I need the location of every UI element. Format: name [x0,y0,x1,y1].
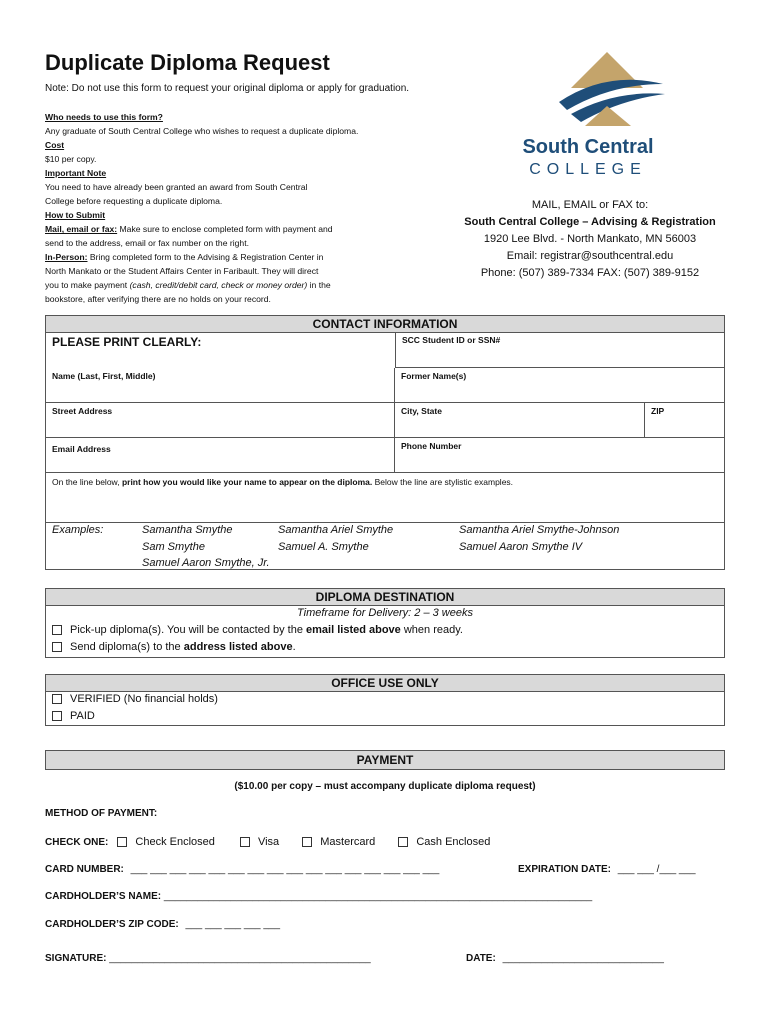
cardholder-name-label: CARDHOLDER’S NAME: [45,891,162,902]
street-field[interactable] [45,403,395,438]
mail-instructions [45,222,375,236]
inperson-text-3a: you to make payment [45,280,130,290]
mastercard-checkbox[interactable] [302,837,312,847]
check-enclosed-checkbox[interactable] [117,837,127,847]
send-text-c: . [292,641,296,653]
visa-option[interactable] [240,836,279,848]
phone-label: Phone Number [401,441,462,451]
mail-line-2: South Central College – Advising & Registration [464,216,716,228]
check-enclosed-option[interactable] [117,836,215,848]
pickup-text-c: when ready. [400,624,463,636]
pickup-option[interactable] [52,624,463,636]
city-state-field[interactable] [395,403,645,438]
check-enclosed-label: Check Enclosed [135,836,215,848]
example-1: Samantha Smythe [142,524,233,536]
mail-line-1: MAIL, EMAIL or FAX to: [531,199,649,211]
date-label: DATE: [466,953,496,964]
example-2: Sam Smythe [142,541,205,553]
check-one-label: CHECK ONE: [45,837,109,848]
cash-enclosed-checkbox[interactable] [398,837,408,847]
payment-heading: PAYMENT [45,750,725,770]
page-title: Duplicate Diploma Request [45,50,330,75]
print-clearly: PLEASE PRINT CLEARLY: [52,335,202,349]
cost-heading: Cost [45,140,65,150]
example-4: Samantha Ariel Smythe [278,524,394,536]
cardholder-zip-row[interactable] [45,919,280,930]
mail-line-3: 1920 Lee Blvd. - North Mankato, MN 56003 [483,233,697,245]
street-label: Street Address [52,406,113,416]
zip-field[interactable] [645,403,725,438]
cash-enclosed-label: Cash Enclosed [416,836,491,848]
signature-label: SIGNATURE: [45,953,107,964]
inperson-text-4: bookstore, after verifying there are no holds on your record. [45,294,271,304]
verified-checkbox[interactable] [52,694,62,704]
paid-option[interactable] [52,710,95,722]
contact-heading: CONTACT INFORMATION [45,315,725,333]
mailing-info [450,197,730,282]
diploma-name-field[interactable] [45,473,725,523]
brand-line-2: COLLEGE [529,161,647,178]
cash-enclosed-option[interactable] [398,836,490,848]
name-label: Name (Last, First, Middle) [52,371,156,381]
verified-option[interactable] [52,693,218,705]
visa-checkbox[interactable] [240,837,250,847]
send-text-b: address listed above [183,641,293,653]
important-heading: Important Note [45,168,107,178]
diploma-name-text-c: Below the line are stylistic examples. [372,477,514,487]
mail-label: Mail, email or fax: [45,224,118,234]
card-number-label: CARD NUMBER: [45,864,124,875]
signature-row[interactable] [45,953,371,964]
important-text-1: You need to have already been granted an award from South Central [45,182,308,192]
send-option[interactable] [52,641,296,653]
phone-field[interactable] [395,438,725,473]
office-heading: OFFICE USE ONLY [45,674,725,692]
card-number-row[interactable] [45,864,439,875]
inperson-text-3c: in the [307,280,331,290]
inperson-label: In-Person: [45,252,88,262]
method-label: METHOD OF PAYMENT: [45,808,158,819]
expiration-label: EXPIRATION DATE: [518,864,611,875]
email-field[interactable] [45,438,395,473]
pickup-text-a: Pick-up diploma(s). You will be contacted by the [70,624,307,636]
who-text: Any graduate of South Central College who wishes to request a duplicate diploma. [45,126,359,136]
who-heading: Who needs to use this form? [45,112,163,122]
visa-label: Visa [257,836,280,848]
inperson-text-1: Bring completed form to the Advising & Registration Center in [87,252,324,262]
example-3: Samuel Aaron Smythe, Jr. [142,557,270,569]
zip-label: ZIP [651,406,665,416]
name-field[interactable] [45,368,395,403]
city-state-label: City, State [401,406,442,416]
inperson-instructions [45,250,375,264]
pickup-text-b: email listed above [306,624,401,636]
brand-line-1: South Central [522,136,654,158]
mail-line-4: Email: registrar@southcentral.edu [506,250,674,262]
send-checkbox[interactable] [52,642,62,652]
send-text-a: Send diploma(s) to the [70,641,184,653]
email-label: Email Address [52,444,111,454]
cardholder-zip-line[interactable]: ___ ___ ___ ___ ___ [185,919,281,930]
expiration-line[interactable]: ___ ___ /___ ___ [617,864,696,875]
pickup-checkbox[interactable] [52,625,62,635]
card-number-line[interactable]: ___ ___ ___ ___ ___ ___ ___ ___ ___ ___ ___ ___ ___ ___ ___ ___ [130,864,440,875]
timeframe: Timeframe for Delivery: 2 – 3 weeks [297,607,473,619]
mail-text-2: send to the address, email or fax number on the right. [45,238,249,248]
paid-checkbox[interactable] [52,711,62,721]
mastercard-option[interactable] [302,836,375,848]
former-name-label: Former Name(s) [401,371,467,381]
date-row[interactable] [466,953,664,964]
cardholder-zip-label: CARDHOLDER’S ZIP CODE: [45,919,179,930]
signature-line[interactable]: _______________________________________________ [109,953,371,964]
important-text-2: College before requesting a duplicate diploma. [45,196,223,206]
student-id-label: SCC Student ID or SSN# [402,335,501,345]
payment-types: (cash, credit/debit card, check or money order) [129,280,308,290]
example-5: Samuel A. Smythe [278,541,369,553]
expiration-row[interactable] [518,864,696,875]
how-heading: How to Submit [45,210,106,220]
cost-text: $10 per copy. [45,154,97,164]
former-name-field[interactable] [395,368,725,403]
diploma-name-text-a: On the line below, [52,477,122,487]
inperson-text-3 [45,278,375,292]
paid-label: PAID [70,710,95,722]
example-6: Samantha Ariel Smythe-Johnson [459,524,620,536]
mail-line-5: Phone: (507) 389-7334 FAX: (507) 389-9152 [480,267,700,279]
example-7: Samuel Aaron Smythe IV [459,541,583,553]
check-one-row [45,836,490,848]
mastercard-label: Mastercard [320,836,376,848]
cardholder-name-row[interactable] [45,891,592,902]
verified-label: VERIFIED (No financial holds) [70,693,218,705]
mail-text-1: Make sure to enclose completed form with payment and [117,224,333,234]
date-line[interactable]: _____________________________ [502,953,664,964]
diploma-name-text-b: print how you would like your name to appear on the diploma. [121,477,373,487]
inperson-text-2: North Mankato or the Student Affairs Center in Faribault. They will direct [45,266,319,276]
student-id-field[interactable] [395,332,725,368]
instructions [45,110,375,306]
cardholder-name-line[interactable]: _____________________________________________________________________________ [163,891,593,902]
examples-label: Examples: [52,524,104,536]
destination-heading: DIPLOMA DESTINATION [45,588,725,606]
college-logo-icon [545,50,685,130]
payment-subtitle: ($10.00 per copy – must accompany duplicate diploma request) [234,781,536,792]
form-note: Note: Do not use this form to request your original diploma or apply for graduation. [45,83,410,94]
